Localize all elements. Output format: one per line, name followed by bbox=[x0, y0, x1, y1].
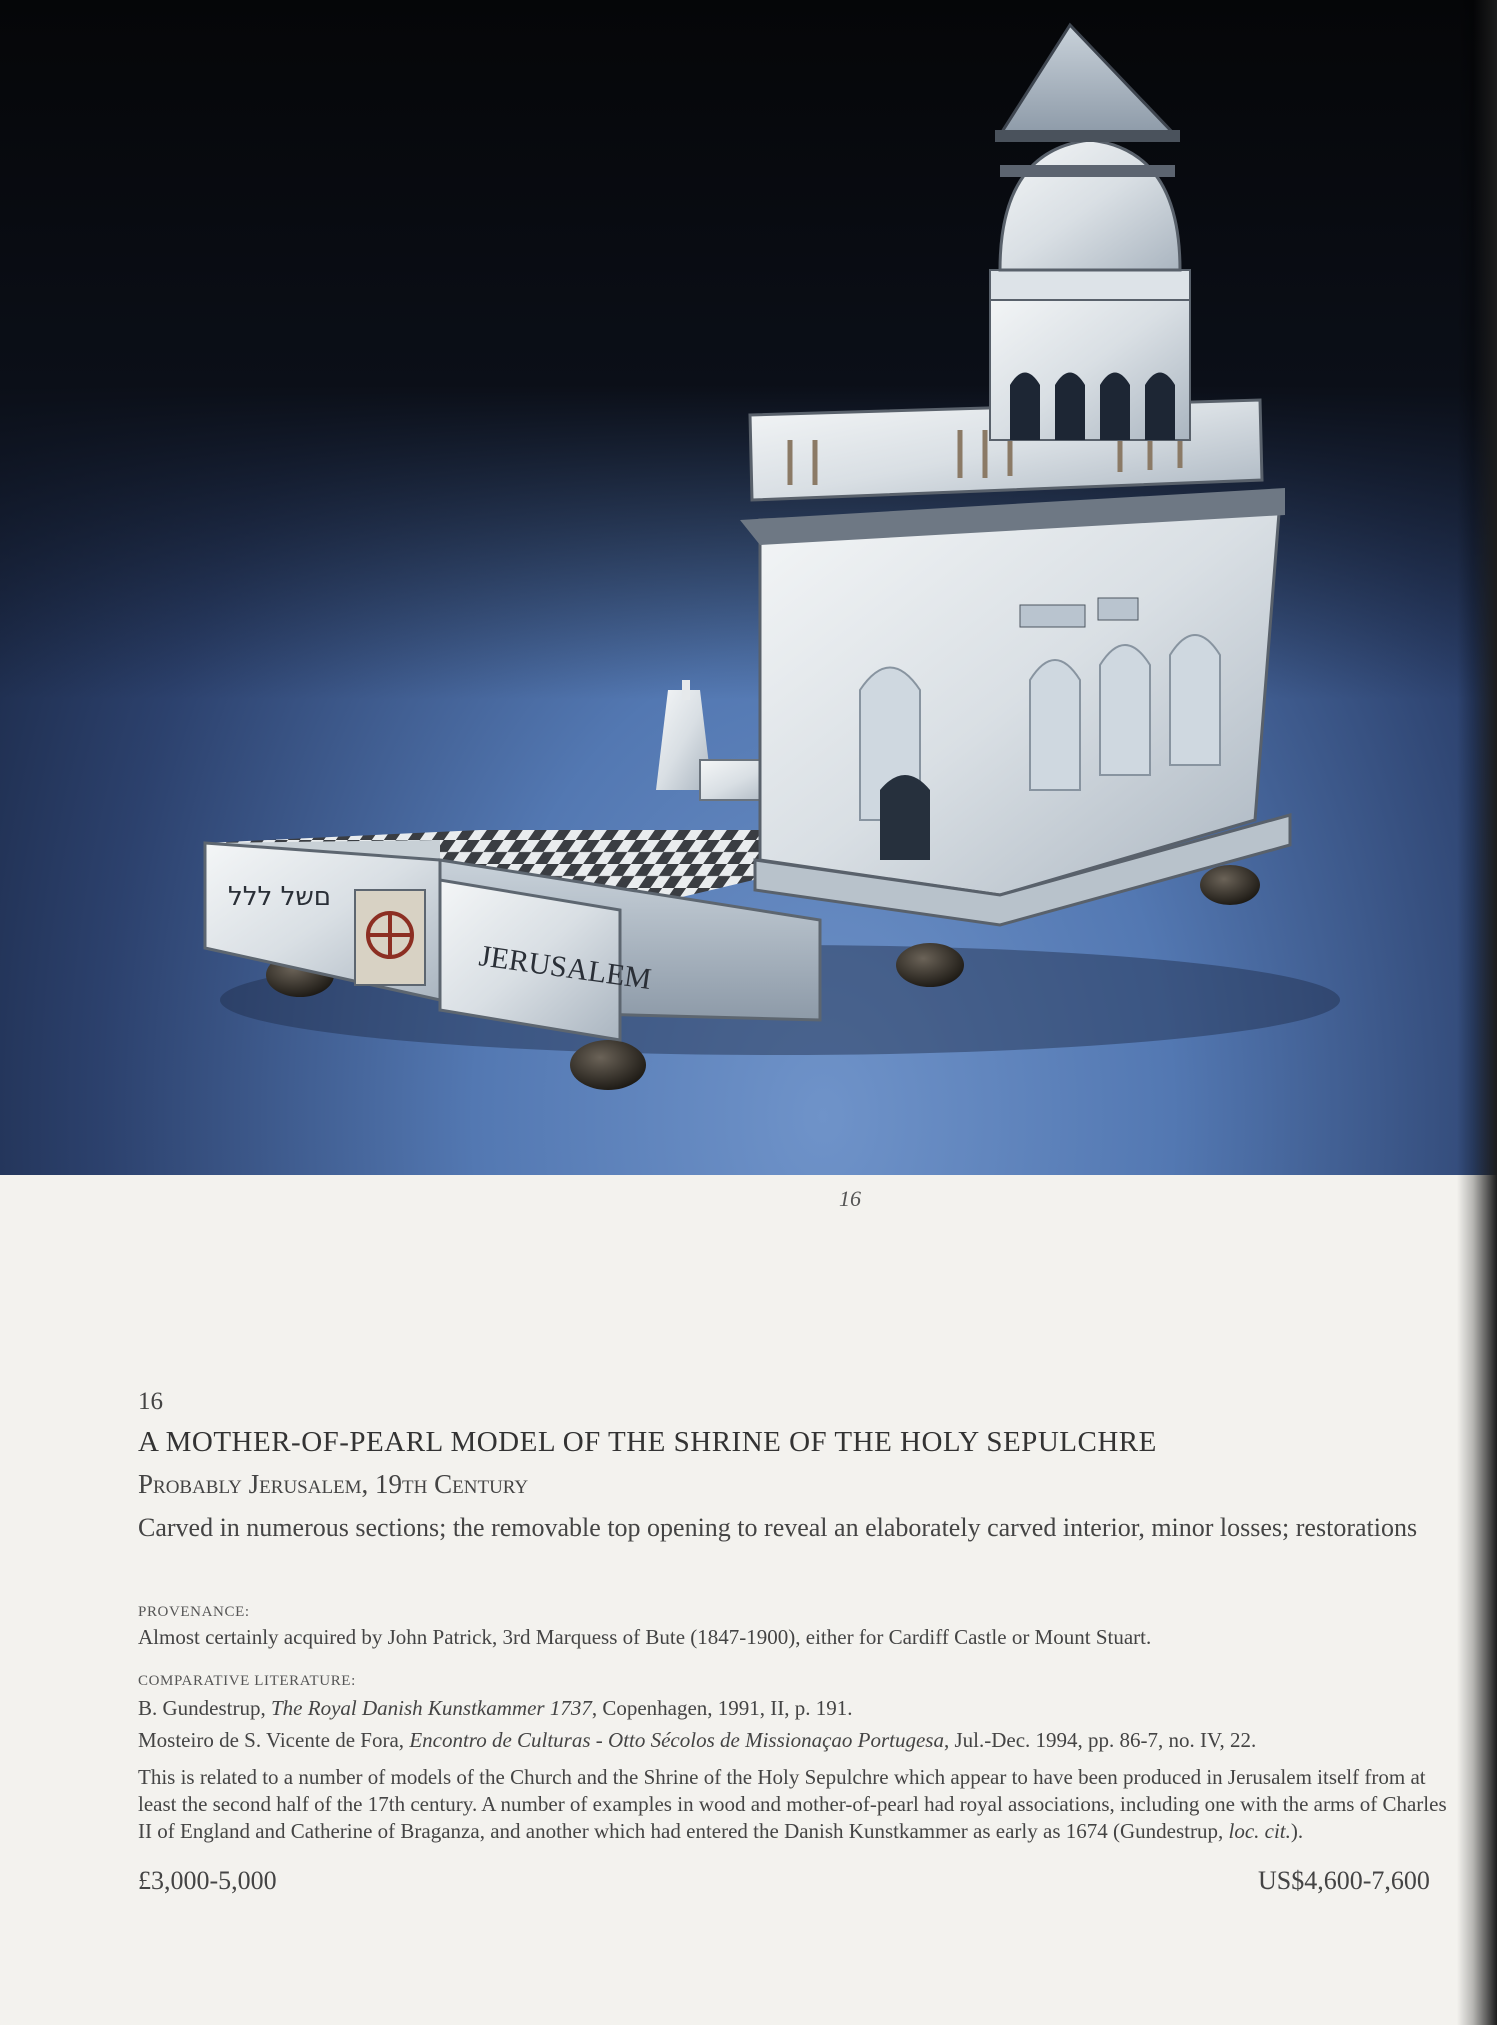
lot-number: 16 bbox=[138, 1388, 163, 1415]
figure-caption: 16 bbox=[839, 1186, 861, 1211]
ball-foot bbox=[896, 943, 964, 987]
dome-band bbox=[1000, 165, 1175, 177]
provenance-text: Almost certainly acquired by John Patrick, 3rd Marquess of Bute (1847-1900), either for Cardiff Castle or Mount Stuart. bbox=[138, 1625, 1152, 1649]
hebrew-inscription: םשל ללל bbox=[228, 882, 332, 912]
catalogue-note: This is related to a number of models of the Church and the Shrine of the Holy Sepulchre which appear to have been produced in Jerusalem itself from at least the second half of the 17th century. A number of examples in wood and mother-of-pearl had royal associations, including one with the arms of Charles II of England and Catherine of Braganza, and another which had entered the Danish Kunstkammer as early as 1674 (Gundestrup, loc. cit.). bbox=[138, 1765, 1447, 1843]
spire bbox=[1000, 25, 1175, 135]
jerusalem-inscription: JERUSALEM bbox=[477, 939, 654, 997]
dome bbox=[1000, 140, 1180, 270]
literature-heading: COMPARATIVE LITERATURE: bbox=[138, 1673, 356, 1689]
shrine-doorway bbox=[880, 775, 930, 860]
literature-entry: B. Gundestrup, The Royal Danish Kunstkammer 1737, Copenhagen, 1991, II, p. 191. bbox=[138, 1696, 853, 1720]
provenance-heading: PROVENANCE: bbox=[138, 1604, 250, 1620]
lot-subtitle: Probably Jerusalem, 19th Century bbox=[138, 1469, 529, 1499]
ball-foot bbox=[1200, 865, 1260, 905]
lot-description: Carved in numerous sections; the removable top opening to reveal an elaborately carved interior, minor losses; restorations bbox=[138, 1513, 1418, 1542]
estimate-gbp: £3,000-5,000 bbox=[138, 1866, 277, 1895]
page-gutter-shadow bbox=[1457, 0, 1497, 2025]
estimate-usd: US$4,600-7,600 bbox=[1258, 1866, 1430, 1895]
literature-entry: Mosteiro de S. Vicente de Fora, Encontro de Culturas - Otto Sécolos de Missionaçao Portugesa, Jul.-Dec. 1994, pp. 86-7, no. IV, 22. bbox=[138, 1728, 1257, 1752]
lot-title: A MOTHER-OF-PEARL MODEL OF THE SHRINE OF THE HOLY SEPULCHRE bbox=[138, 1426, 1157, 1458]
ball-foot bbox=[570, 1040, 646, 1090]
